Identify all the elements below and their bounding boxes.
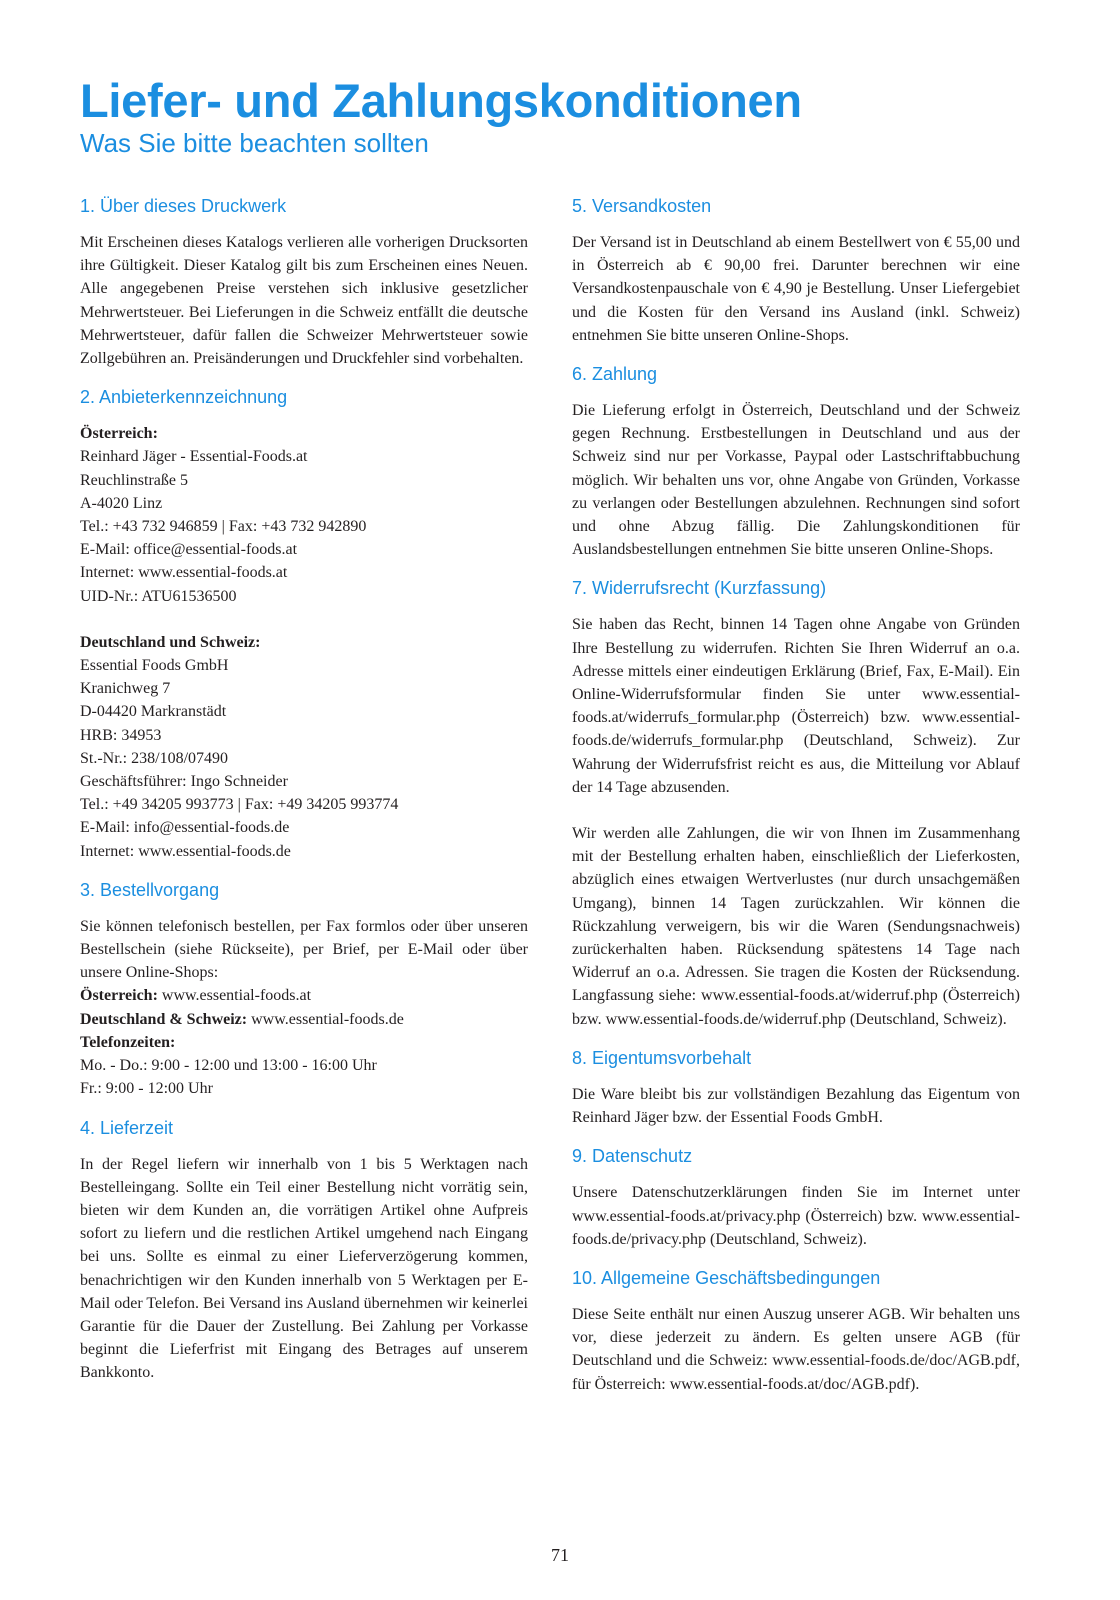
section-text: In der Regel liefern wir innerhalb von 1 bis 5 Werktagen nach Bestelleingang. Sollte ein Teil einer Bestellung nicht vorrätig sein, bieten wir dem Kunden an, die vorrätigen Artikel ohne Aufpreis sofort zu liefern und die restlichen Artikel umgehend nach Eingang bei uns. Sollte es einmal zu einer Lieferverzögerung kommen, benachrichtigen wir den Kunden innerhalb von 5 Werktagen per E-Mail oder Telefon. Bei Versand ins Ausland übernehmen wir keinerlei Garantie für die Dauer der Zustellung. Bei Zahlung per Vorkasse beginnt die Lieferfrist mit Eingang des Betrages auf unserem Bankkonto.	[80, 1155, 528, 1382]
shop-line-austria	[80, 984, 528, 1007]
address-line: D-04420 Markranstädt	[80, 703, 227, 721]
shop-url: www.essential-foods.de	[247, 1010, 404, 1028]
section-delivery-time	[80, 1117, 528, 1385]
section-provider-info	[80, 386, 528, 863]
section-text: Wir werden alle Zahlungen, die wir von Ihnen im Zusammenhang mit der Bestellung erhalten haben, einschließlich der Lieferkosten, abzüglich eines etwaigen Wertverlustes (nur durch unsachgemäßen Umgang), binnen 14 Tagen zurückzahlen. Wir können die Rückzahlung verweigern, bis wir die Waren (Sendungsnachweis) zurückerhalten haben. Rücksendung spätestens 14 Tage nach Widerruf an o.a. Adressen. Sie tragen die Kosten der Rücksendung. Langfassung siehe: www.essential-foods.at/widerruf.php (Österreich) bzw. www.essential-foods.de/widerruf.php (Deutschland, Schweiz).	[572, 825, 1020, 1028]
section-text: Die Ware bleibt bis zur vollständigen Bezahlung das Eigentum von Reinhard Jäger bzw. der Essential Foods GmbH.	[572, 1085, 1020, 1127]
section-heading: 7. Widerrufsrecht (Kurzfassung)	[572, 578, 827, 599]
address-line: E-Mail: office@essential-foods.at	[80, 541, 298, 559]
address-line: Geschäftsführer: Ingo Schneider	[80, 773, 288, 791]
section-payment	[572, 363, 1020, 561]
section-privacy	[572, 1145, 1020, 1251]
section-ordering	[80, 879, 528, 1101]
section-heading: 4. Lieferzeit	[80, 1117, 174, 1138]
address-line: UID-Nr.: ATU61536500	[80, 587, 237, 605]
page-header	[80, 74, 802, 158]
address-line: Internet: www.essential-foods.at	[80, 564, 288, 582]
address-line: Reinhard Jäger - Essential-Foods.at	[80, 448, 308, 466]
phone-hours-line: Fr.: 9:00 - 12:00 Uhr	[80, 1080, 213, 1098]
address-label: Deutschland und Schweiz:	[80, 633, 261, 651]
address-line: Internet: www.essential-foods.de	[80, 842, 291, 860]
address-line: A-4020 Linz	[80, 494, 163, 512]
section-text: Der Versand ist in Deutschland ab einem Bestellwert von € 55,00 und in Österreich ab € 90,00 frei. Darunter berechnen wir eine Versandkostenpauschale von € 4,90 je Bestellung. Unser Liefergebiet und die Kosten für den Versand ins Ausland (inkl. Schweiz) entnehmen Sie bitte unseren Online-Shops.	[572, 234, 1020, 344]
address-germany-switzerland	[80, 631, 528, 863]
right-column	[572, 195, 1020, 1412]
shop-label: Österreich:	[80, 987, 158, 1005]
section-about-print	[80, 195, 528, 370]
page-subtitle: Was Sie bitte beachten sollten	[80, 128, 429, 158]
section-text: Sie haben das Recht, binnen 14 Tagen ohne Angabe von Gründen Ihre Bestellung zu widerrufen. Richten Sie Ihren Widerruf an o.a. Adresse mittels einer eindeutigen Erklärung (Brief, Fax, E-Mail). Ein Online-Widerrufsformular finden Sie unter www.essential-foods.at/widerrufs_formular.php (Österreich) bzw. www.essential-foods.de/widerrufs_formular.php (Deutschland, Schweiz). Zur Wahrung der Widerrufsfrist reicht es aus, die Mitteilung vor Ablauf der 14 Tage abzusenden.	[572, 616, 1020, 796]
phone-hours-label: Telefonzeiten:	[80, 1033, 176, 1051]
address-line: Essential Foods GmbH	[80, 657, 229, 675]
shop-url: www.essential-foods.at	[157, 987, 312, 1005]
address-austria	[80, 422, 528, 608]
section-heading: 5. Versandkosten	[572, 196, 712, 216]
section-retention-of-title	[572, 1047, 1020, 1129]
section-text: Sie können telefonisch bestellen, per Fax formlos oder über unseren Bestellschein (siehe Rückseite), per Brief, per E-Mail oder über unsere Online-Shops:	[80, 917, 528, 982]
section-heading: 6. Zahlung	[572, 364, 658, 385]
page-title: Liefer- und Zahlungskonditionen	[80, 74, 802, 127]
section-heading: 9. Datenschutz	[572, 1146, 693, 1167]
address-line: Reuchlinstraße 5	[80, 471, 188, 489]
address-line: Kranichweg 7	[80, 680, 171, 698]
section-terms	[572, 1267, 1020, 1396]
section-text: Unsere Datenschutzerklärungen finden Sie im Internet unter www.essential-foods.at/privacy.php (Österreich) bzw. www.essential-foods.de/privacy.php (Deutschland, Schweiz).	[572, 1184, 1020, 1248]
address-line: St.-Nr.: 238/108/07490	[80, 749, 229, 767]
shop-label: Deutschland & Schweiz:	[80, 1010, 248, 1028]
address-line: HRB: 34953	[80, 726, 162, 744]
section-withdrawal-right	[572, 577, 1020, 1030]
address-line: Tel.: +49 34205 993773 | Fax: +49 34205 993774	[80, 796, 399, 814]
section-heading: 8. Eigentumsvorbehalt	[572, 1047, 752, 1068]
section-text: Die Lieferung erfolgt in Österreich, Deutschland und der Schweiz gegen Rechnung. Erstbestellungen in Deutschland und aus der Schweiz sind nur per Vorkasse, Paypal oder Lastschriftabbuchung möglich. Wir behalten uns vor, ohne Angabe von Gründen, Vorkasse zu verlangen oder Bestellungen abzulehnen. Rechnungen sind sofort und ohne Abzug fällig. Die Zahlungskonditionen für Auslandsbestellungen entnehmen Sie bitte unseren Online-Shops.	[572, 402, 1020, 559]
address-line: E-Mail: info@essential-foods.de	[80, 819, 290, 837]
section-heading: 1. Über dieses Druckwerk	[80, 196, 287, 216]
section-heading: 2. Anbieterkennzeichnung	[80, 387, 288, 408]
address-line: Tel.: +43 732 946859 | Fax: +43 732 942890	[80, 518, 367, 536]
phone-hours-line: Mo. - Do.: 9:00 - 12:00 und 13:00 - 16:00 Uhr	[80, 1057, 377, 1075]
left-column	[80, 195, 528, 1401]
section-shipping-costs	[572, 195, 1020, 347]
section-heading: 3. Bestellvorgang	[80, 879, 220, 900]
page-number: 71	[551, 1545, 569, 1565]
address-label: Österreich:	[80, 425, 158, 443]
section-text: Mit Erscheinen dieses Katalogs verlieren alle vorherigen Drucksorten ihre Gültigkeit. Dieser Katalog gilt bis zum Erscheinen eines Neuen. Alle angegebenen Preise verstehen sich inklusive gesetzlicher Mehrwertsteuer. Bei Lieferungen in die Schweiz entfällt die deutsche Mehrwertsteuer, dafür fallen die Schweizer Mehrwertsteuer sowie Zollgebühren an. Preisänderungen und Druckfehler sind vorbehalten.	[80, 234, 528, 368]
shop-line-germany	[80, 1008, 528, 1031]
section-heading: 10. Allgemeine Geschäftsbedingungen	[572, 1267, 881, 1288]
section-text: Diese Seite enthält nur einen Auszug unserer AGB. Wir behalten uns vor, diese jederzeit zu ändern. Es gelten unsere AGB (für Deutschland und die Schweiz: www.essential-foods.de/doc/AGB.pdf, für Österreich: www.essential-foods.at/doc/AGB.pdf).	[572, 1305, 1020, 1393]
